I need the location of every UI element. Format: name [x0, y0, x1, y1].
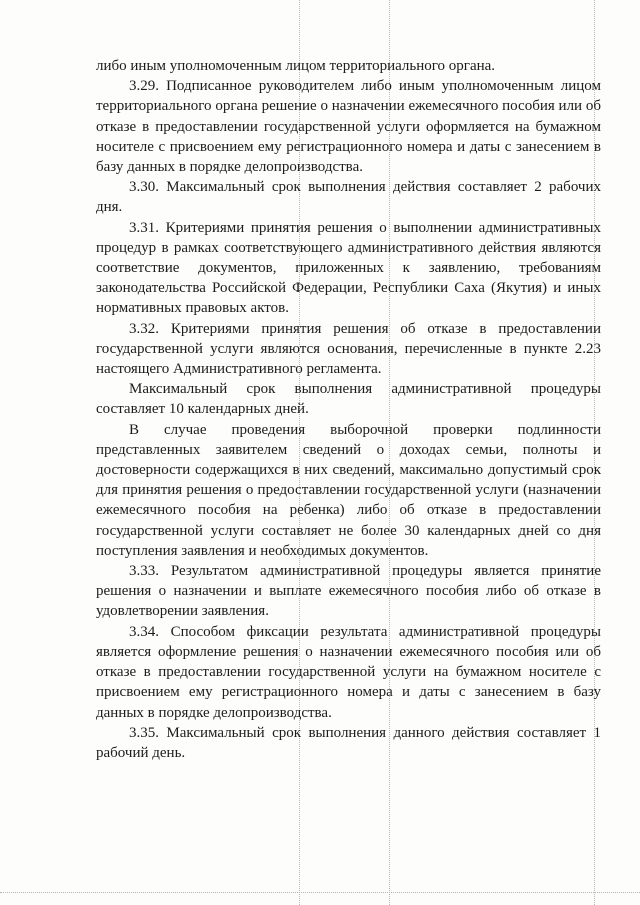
document-body: [96, 56, 601, 763]
paragraph-verification: В случае проведения выборочной проверки подлинности представленных заявителем сведений о доходах семьи, полноты и достоверности содержащихся в них сведений, максимально допустимый срок для принятия решения о предоставлении государственной услуги (назначении ежемесячного пособия на ребенка) либо об отказе в предоставлении государственной услуги составляет не более 30 календарных дней со дня поступления заявления и необходимых документов.: [96, 421, 601, 559]
paragraph-max-term: Максимальный срок выполнения административной процедуры составляет 10 календарных дней.: [96, 381, 601, 418]
bottom-scan-edge: [0, 892, 640, 893]
paragraph-3-31: 3.31. Критериями принятия решения о выполнении административных процедур в рамках соответствующего административного действия являются соответствие документов, приложенных к заявлению, требованиям законодательства Российской Федерации, Республики Саха (Якутия) и иных нормативных правовых актов.: [96, 219, 601, 317]
paragraph-3-34: 3.34. Способом фиксации результата административной процедуры является оформление решения о назначении ежемесячного пособия или об отказе в предоставлении государственной услуги на бумажном носителе с присвоением ему регистрационного номера и даты с занесением в базу данных в порядке делопроизводства.: [96, 623, 601, 721]
paragraph-continuation: либо иным уполномоченным лицом территориального органа.: [96, 58, 496, 74]
paragraph-3-33: 3.33. Результатом административной процедуры является принятие решения о назначении и выплате ежемесячного пособия либо об отказе в удовлетворении заявления.: [96, 563, 601, 620]
paragraph-3-30: 3.30. Максимальный срок выполнения действия составляет 2 рабочих дня.: [96, 179, 601, 216]
paragraph-3-32: 3.32. Критериями принятия решения об отказе в предоставлении государственной услуги являются основания, перечисленные в пункте 2.23 настоящего Административного регламента.: [96, 320, 601, 378]
paragraph-3-35: 3.35. Максимальный срок выполнения данного действия составляет 1 рабочий день.: [96, 724, 601, 761]
paragraph-3-29: 3.29. Подписанное руководителем либо иным уполномоченным лицом территориального органа решение о назначении ежемесячного пособия или об отказе в предоставлении государственной услуги оформляется на бумажном носителе с присвоением ему регистрационного номера и даты с занесением в базу данных в порядке делопроизводства.: [96, 78, 601, 176]
